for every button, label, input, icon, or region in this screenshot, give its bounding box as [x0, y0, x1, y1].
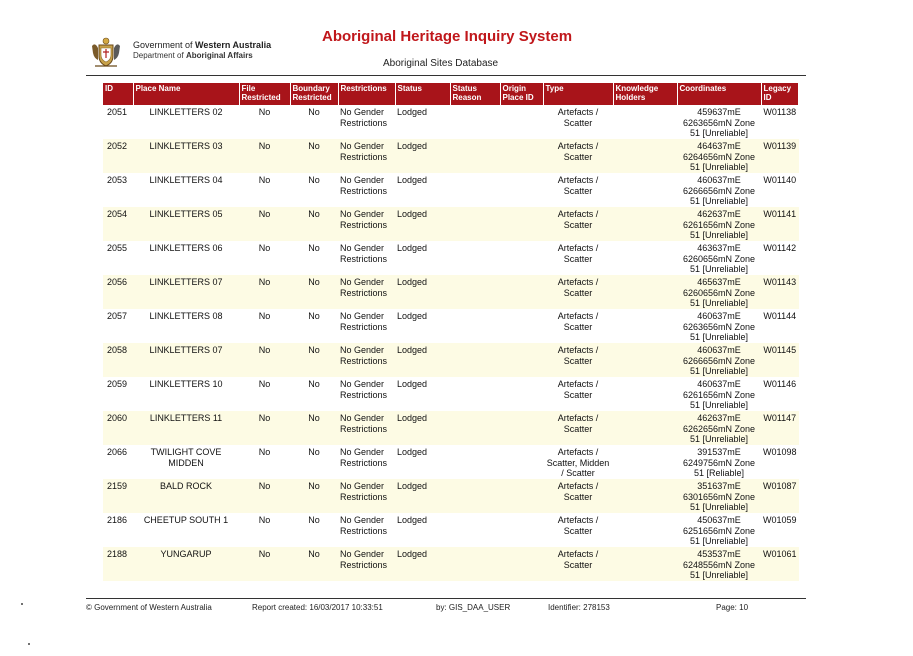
- cell-status: Lodged: [397, 243, 428, 253]
- cell-status: Lodged: [395, 343, 450, 377]
- footer-user: by: GIS_DAA_USER: [436, 603, 511, 612]
- cell-place-name: LINKLETTERS 05: [133, 207, 239, 241]
- cell-status: Lodged: [395, 547, 450, 581]
- cell-legacy-id: W01147: [761, 411, 799, 445]
- cell-knowledge-holders: [613, 377, 677, 411]
- table-row: [103, 445, 799, 479]
- table-row: [103, 411, 799, 445]
- cell-status: Lodged: [397, 515, 428, 525]
- col-header-status-reason: Status Reason: [450, 83, 500, 105]
- report-title: Aboriginal Heritage Inquiry System: [322, 28, 573, 45]
- col-header-origin-place-id: Origin Place ID: [500, 83, 543, 105]
- cell-coordinates: 460637mE 6266656mN Zone 51 [Unreliable]: [677, 343, 761, 377]
- cell-coordinates: 460637mE 6266656mN Zone 51 [Unreliable]: [682, 175, 756, 206]
- cell-restrictions: No Gender Restrictions: [338, 479, 395, 513]
- cell-status: Lodged: [397, 379, 428, 389]
- footer-report-created: Report created: 16/03/2017 10:33:51: [252, 603, 383, 612]
- footer-copyright: © Government of Western Australia: [86, 603, 212, 612]
- cell-coordinates: 463637mE 6260656mN Zone 51 [Unreliable]: [682, 243, 756, 274]
- cell-place-name: LINKLETTERS 02: [149, 107, 223, 117]
- cell-file-restricted: No: [239, 479, 290, 513]
- cell-boundary-restricted: No: [308, 243, 320, 253]
- col-header-file-restricted: File Restricted: [239, 83, 290, 105]
- cell-place-name: LINKLETTERS 11: [133, 411, 239, 445]
- sites-table: [103, 83, 799, 581]
- header-divider: [86, 75, 806, 76]
- cell-restrictions: No Gender Restrictions: [340, 379, 388, 400]
- cell-legacy-id: W01138: [763, 107, 797, 117]
- table-row: [103, 547, 799, 581]
- cell-file-restricted: No: [239, 139, 290, 173]
- cell-id: 2055: [107, 243, 128, 253]
- cell-knowledge-holders: [613, 241, 677, 275]
- table-row: [103, 241, 799, 275]
- cell-coordinates: 391537mE 6249756mN Zone 51 [Reliable]: [682, 447, 756, 478]
- cell-place-name: LINKLETTERS 08: [149, 311, 223, 321]
- cell-status: Lodged: [395, 275, 450, 309]
- cell-legacy-id: W01059: [763, 515, 797, 525]
- cell-boundary-restricted: No: [308, 379, 320, 389]
- cell-boundary-restricted: No: [308, 447, 320, 457]
- cell-knowledge-holders: [613, 275, 677, 309]
- cell-boundary-restricted: No: [290, 547, 338, 581]
- col-header-boundary-restricted: Boundary Restricted: [290, 83, 338, 105]
- cell-status: Lodged: [397, 311, 428, 321]
- table-row: [103, 377, 799, 411]
- cell-type: Artefacts / Scatter: [557, 175, 599, 196]
- cell-status-reason: [450, 105, 500, 139]
- cell-knowledge-holders: [613, 207, 677, 241]
- cell-coordinates: 460637mE 6261656mN Zone 51 [Unreliable]: [682, 379, 756, 410]
- cell-origin-place-id: [500, 547, 543, 581]
- cell-id: 2159: [103, 479, 133, 513]
- cell-restrictions: No Gender Restrictions: [340, 311, 388, 332]
- cell-type: Artefacts / Scatter: [543, 207, 613, 241]
- report-subtitle: Aboriginal Sites Database: [383, 58, 499, 69]
- cell-id: 2066: [107, 447, 128, 457]
- table-body: [103, 105, 799, 581]
- col-header-restrictions: Restrictions: [338, 83, 395, 105]
- col-header-knowledge-holders: Knowledge Holders: [613, 83, 677, 105]
- table-row: [103, 105, 799, 139]
- cell-id: 2054: [103, 207, 133, 241]
- cell-id: 2186: [107, 515, 128, 525]
- table-row: [103, 479, 799, 513]
- cell-id: 2056: [103, 275, 133, 309]
- cell-type: Artefacts / Scatter: [543, 479, 613, 513]
- cell-place-name: LINKLETTERS 03: [133, 139, 239, 173]
- cell-restrictions: No Gender Restrictions: [338, 547, 395, 581]
- cell-id: 2058: [103, 343, 133, 377]
- cell-legacy-id: W01145: [761, 343, 799, 377]
- cell-boundary-restricted: No: [290, 343, 338, 377]
- cell-knowledge-holders: [613, 411, 677, 445]
- cell-boundary-restricted: No: [290, 139, 338, 173]
- cell-legacy-id: W01087: [761, 479, 799, 513]
- cell-coordinates: 450637mE 6251656mN Zone 51 [Unreliable]: [682, 515, 756, 546]
- cell-origin-place-id: [500, 309, 543, 343]
- table-row: [103, 207, 799, 241]
- cell-place-name: LINKLETTERS 06: [149, 243, 223, 253]
- coat-of-arms-icon: [90, 36, 122, 70]
- cell-status-reason: [450, 139, 500, 173]
- cell-status-reason: [450, 275, 500, 309]
- cell-file-restricted: No: [239, 207, 290, 241]
- cell-place-name: TWILIGHT COVE MIDDEN: [150, 447, 222, 468]
- cell-status-reason: [450, 377, 500, 411]
- cell-file-restricted: No: [239, 411, 290, 445]
- cell-knowledge-holders: [613, 479, 677, 513]
- cell-file-restricted: No: [239, 343, 290, 377]
- footer-identifier: Identifier: 278153: [548, 603, 610, 612]
- cell-knowledge-holders: [613, 547, 677, 581]
- cell-status: Lodged: [397, 175, 428, 185]
- cell-id: 2060: [103, 411, 133, 445]
- cell-file-restricted: No: [258, 311, 271, 321]
- cell-type: Artefacts / Scatter: [543, 411, 613, 445]
- table-row: [103, 139, 799, 173]
- cell-restrictions: No Gender Restrictions: [338, 207, 395, 241]
- cell-status: Lodged: [395, 479, 450, 513]
- cell-origin-place-id: [500, 377, 543, 411]
- cell-restrictions: No Gender Restrictions: [338, 411, 395, 445]
- cell-type: Artefacts / Scatter: [543, 139, 613, 173]
- cell-restrictions: No Gender Restrictions: [340, 175, 388, 196]
- cell-boundary-restricted: No: [308, 311, 320, 321]
- cell-status-reason: [450, 445, 500, 479]
- cell-origin-place-id: [500, 275, 543, 309]
- cell-origin-place-id: [500, 343, 543, 377]
- cell-legacy-id: W01140: [763, 175, 797, 185]
- col-header-id: ID: [103, 83, 133, 105]
- cell-coordinates: 351637mE 6301656mN Zone 51 [Unreliable]: [677, 479, 761, 513]
- col-header-type: Type: [543, 83, 613, 105]
- cell-type: Artefacts / Scatter: [557, 379, 599, 400]
- cell-status-reason: [450, 513, 500, 547]
- cell-place-name: LINKLETTERS 04: [149, 175, 223, 185]
- government-label: Government of Western Australia: [133, 40, 272, 50]
- table-row: [103, 343, 799, 377]
- cell-file-restricted: No: [239, 547, 290, 581]
- cell-knowledge-holders: [613, 173, 677, 207]
- col-header-coordinates: Coordinates: [677, 83, 761, 105]
- cell-origin-place-id: [500, 105, 543, 139]
- cell-type: Artefacts / Scatter: [543, 275, 613, 309]
- cell-id: 2051: [107, 107, 128, 117]
- cell-status: Lodged: [397, 107, 428, 117]
- cell-legacy-id: W01139: [761, 139, 799, 173]
- table-row: [103, 513, 799, 547]
- footer-divider: [86, 598, 806, 599]
- cell-coordinates: 459637mE 6263656mN Zone 51 [Unreliable]: [682, 107, 756, 138]
- cell-legacy-id: W01143: [761, 275, 799, 309]
- department-label: Department of Aboriginal Affairs: [133, 51, 253, 60]
- cell-status-reason: [450, 309, 500, 343]
- cell-type: Artefacts / Scatter: [543, 343, 613, 377]
- cell-restrictions: No Gender Restrictions: [340, 107, 388, 128]
- cell-knowledge-holders: [613, 445, 677, 479]
- cell-boundary-restricted: No: [290, 411, 338, 445]
- cell-origin-place-id: [500, 139, 543, 173]
- cell-file-restricted: No: [258, 515, 271, 525]
- cell-status: Lodged: [395, 139, 450, 173]
- cell-coordinates: 462637mE 6261656mN Zone 51 [Unreliable]: [677, 207, 761, 241]
- cell-restrictions: No Gender Restrictions: [338, 343, 395, 377]
- cell-type: Artefacts / Scatter: [543, 547, 613, 581]
- cell-type: Artefacts / Scatter: [557, 515, 599, 536]
- cell-status: Lodged: [395, 207, 450, 241]
- table-row: [103, 173, 799, 207]
- cell-knowledge-holders: [613, 309, 677, 343]
- col-header-place-name: Place Name: [133, 83, 239, 105]
- cell-status: Lodged: [397, 447, 428, 457]
- cell-status-reason: [450, 479, 500, 513]
- cell-boundary-restricted: No: [290, 275, 338, 309]
- cell-id: 2059: [107, 379, 128, 389]
- cell-place-name: LINKLETTERS 07: [133, 275, 239, 309]
- cell-restrictions: No Gender Restrictions: [340, 447, 388, 468]
- cell-status-reason: [450, 173, 500, 207]
- cell-file-restricted: No: [258, 243, 271, 253]
- cell-boundary-restricted: No: [290, 207, 338, 241]
- cell-file-restricted: No: [258, 107, 271, 117]
- cell-place-name: LINKLETTERS 07: [133, 343, 239, 377]
- cell-status-reason: [450, 207, 500, 241]
- cell-knowledge-holders: [613, 105, 677, 139]
- cell-coordinates: 465637mE 6260656mN Zone 51 [Unreliable]: [677, 275, 761, 309]
- cell-id: 2053: [107, 175, 128, 185]
- cell-boundary-restricted: No: [290, 479, 338, 513]
- cell-origin-place-id: [500, 241, 543, 275]
- cell-restrictions: No Gender Restrictions: [338, 139, 395, 173]
- cell-origin-place-id: [500, 411, 543, 445]
- cell-origin-place-id: [500, 207, 543, 241]
- cell-boundary-restricted: No: [308, 175, 320, 185]
- cell-coordinates: 462637mE 6262656mN Zone 51 [Unreliable]: [677, 411, 761, 445]
- cell-type: Artefacts / Scatter, Midden / Scatter: [546, 447, 610, 478]
- col-header-legacy-id: Legacy ID: [761, 83, 799, 105]
- cell-boundary-restricted: No: [308, 515, 320, 525]
- cell-type: Artefacts / Scatter: [557, 311, 599, 332]
- cell-legacy-id: W01061: [761, 547, 799, 581]
- cell-type: Artefacts / Scatter: [557, 107, 599, 128]
- cell-status-reason: [450, 343, 500, 377]
- cell-file-restricted: No: [258, 175, 271, 185]
- cell-restrictions: No Gender Restrictions: [340, 243, 388, 264]
- cell-origin-place-id: [500, 513, 543, 547]
- cell-legacy-id: W01098: [763, 447, 797, 457]
- cell-legacy-id: W01144: [763, 311, 797, 321]
- cell-id: 2057: [107, 311, 128, 321]
- cell-boundary-restricted: No: [308, 107, 320, 117]
- scan-speck: [21, 603, 23, 605]
- table-header-row: [103, 83, 799, 105]
- cell-status-reason: [450, 547, 500, 581]
- cell-knowledge-holders: [613, 513, 677, 547]
- cell-restrictions: No Gender Restrictions: [340, 515, 388, 536]
- cell-status: Lodged: [395, 411, 450, 445]
- cell-origin-place-id: [500, 445, 543, 479]
- cell-restrictions: No Gender Restrictions: [338, 275, 395, 309]
- table-row: [103, 309, 799, 343]
- cell-file-restricted: No: [258, 447, 271, 457]
- cell-legacy-id: W01141: [761, 207, 799, 241]
- cell-id: 2188: [103, 547, 133, 581]
- cell-place-name: CHEETUP SOUTH 1: [143, 515, 229, 525]
- scan-speck: [28, 643, 30, 645]
- cell-coordinates: 453537mE 6248556mN Zone 51 [Unreliable]: [677, 547, 761, 581]
- cell-place-name: YUNGARUP: [133, 547, 239, 581]
- cell-file-restricted: No: [258, 379, 271, 389]
- cell-legacy-id: W01146: [763, 379, 797, 389]
- cell-status-reason: [450, 241, 500, 275]
- cell-status-reason: [450, 411, 500, 445]
- cell-coordinates: 464637mE 6264656mN Zone 51 [Unreliable]: [677, 139, 761, 173]
- cell-id: 2052: [103, 139, 133, 173]
- cell-place-name: BALD ROCK: [133, 479, 239, 513]
- cell-type: Artefacts / Scatter: [557, 243, 599, 264]
- cell-place-name: LINKLETTERS 10: [149, 379, 223, 389]
- col-header-status: Status: [395, 83, 450, 105]
- cell-origin-place-id: [500, 479, 543, 513]
- cell-file-restricted: No: [239, 275, 290, 309]
- cell-coordinates: 460637mE 6263656mN Zone 51 [Unreliable]: [682, 311, 756, 342]
- cell-origin-place-id: [500, 173, 543, 207]
- footer-page-number: Page: 10: [716, 603, 749, 612]
- cell-knowledge-holders: [613, 139, 677, 173]
- table-row: [103, 275, 799, 309]
- cell-legacy-id: W01142: [763, 243, 797, 253]
- cell-knowledge-holders: [613, 343, 677, 377]
